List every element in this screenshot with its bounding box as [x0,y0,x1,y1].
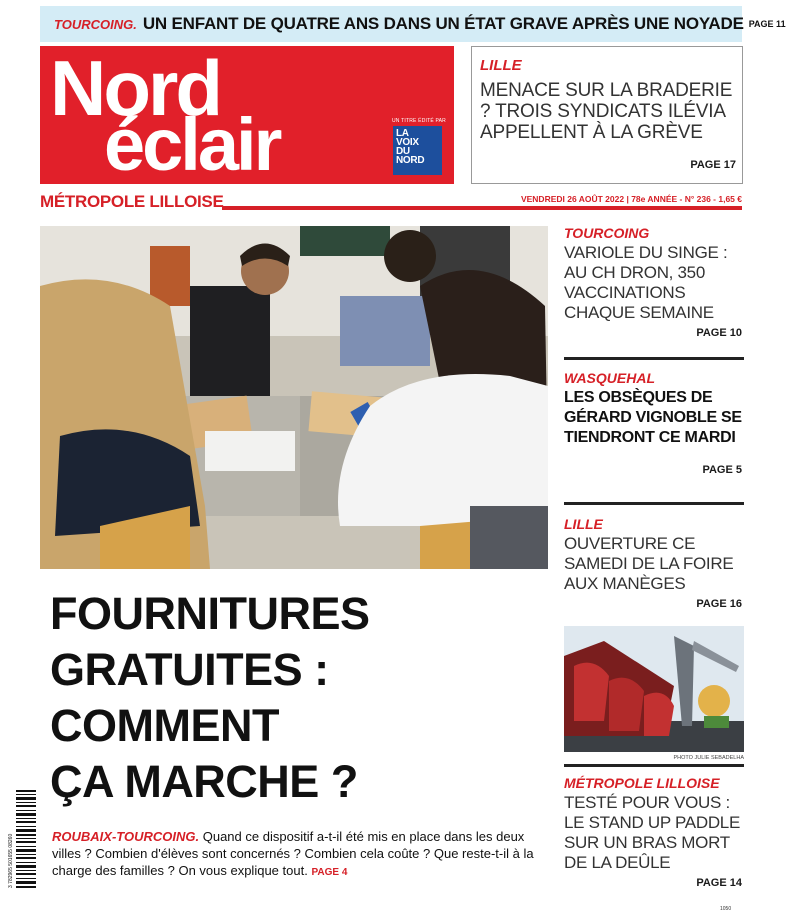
edition-name: MÉTROPOLE LILLOISE [40,192,224,211]
sidebar-story-text[interactable]: TESTÉ POUR VOUS : LE STAND UP PADDLE SUR UN BRAS MORT DE LA DEÛLE [564,793,740,872]
partner-logo-line: NORD [396,155,425,166]
sidebar-story-text[interactable]: OUVERTURE CE SAMEDI DE LA FOIRE AUX MANÈGES [564,534,734,593]
top-banner-tag: TOURCOING. [54,16,137,32]
sidebar-story-tag: TOURCOING [564,225,650,241]
lede-tag: ROUBAIX-TOURCOING. [52,829,200,844]
barcode [4,788,38,892]
promo-text[interactable]: MENACE SUR LA BRADERIE ? TROIS SYNDICATS ILÉVIA APPELLENT À LA GRÈVE [480,80,733,143]
sidebar-story-page: PAGE 5 [702,464,742,476]
main-headline[interactable] [50,586,370,810]
edited-by-label: UN TITRE ÉDITÉ PAR [392,118,446,124]
sidebar-story-tag: MÉTROPOLE LILLOISE [564,775,720,791]
masthead-logo[interactable] [40,46,454,184]
sidebar-story-page: PAGE 10 [696,327,742,339]
sidebar-separator [564,502,744,505]
top-banner-page: PAGE 11 [748,19,786,29]
sidebar-story[interactable] [564,370,744,476]
sidebar-story-tag: WASQUEHAL [564,370,655,386]
main-headline-line: FOURNITURES [50,588,370,639]
partner-logo [393,126,442,175]
promo-box[interactable] [471,46,743,184]
barcode-number: 3 782965 501655 08260 [8,833,14,888]
bottom-code: 1050 [720,906,732,912]
promo-tag: LILLE [480,57,522,74]
sidebar-story[interactable] [564,775,744,889]
dateline: VENDREDI 26 AOÛT 2022 | 78e ANNÉE - N° 236 - 1,65 € [517,194,742,204]
sidebar-story-tag: LILLE [564,516,603,532]
logo-title-line2: éclair [104,103,280,186]
promo-page: PAGE 17 [690,159,736,171]
partner-logo-line: DU [396,146,410,157]
photo-credit: PHOTO JULIE SEBADELHA [673,755,744,761]
sidebar-story[interactable] [564,516,744,610]
main-lede[interactable] [52,828,542,881]
sidebar-story-text[interactable]: LES OBSÈQUES DE GÉRARD VIGNOBLE SE TIENDRONT CE MARDI [564,389,742,446]
partner-logo-line: VOIX [396,137,419,148]
sidebar-story-text[interactable]: VARIOLE DU SINGE : AU CH DRON, 350 VACCINATIONS CHAQUE SEMAINE [564,243,728,322]
top-banner-headline[interactable]: UN ENFANT DE QUATRE ANS DANS UN ÉTAT GRAVE APRÈS UNE NOYADE [142,14,744,33]
lede-page: PAGE 4 [311,867,348,878]
sidebar-story-page: PAGE 14 [696,877,742,889]
main-headline-line: COMMENT [50,700,279,751]
edition-rule [222,206,742,210]
top-banner[interactable] [40,6,786,42]
main-headline-line: ÇA MARCHE ? [50,756,358,807]
side-photo[interactable] [564,626,744,752]
main-photo[interactable] [40,226,548,569]
main-headline-line: GRATUITES : [50,644,329,695]
sidebar-separator [564,357,744,360]
lede-text: Quand ce dispositif a-t-il été mis en place dans les deux villes ? Combien d'élèves sont concernés ? Combien cela coûte ? Que reste-t-il à la charge des familles ? On vous explique tout. [52,829,534,878]
logo-title-line1: Nord [50,44,220,132]
sidebar-story-page: PAGE 16 [696,598,742,610]
sidebar-story[interactable] [564,225,744,339]
partner-logo-line: LA [396,128,409,139]
sidebar-separator [564,764,744,767]
